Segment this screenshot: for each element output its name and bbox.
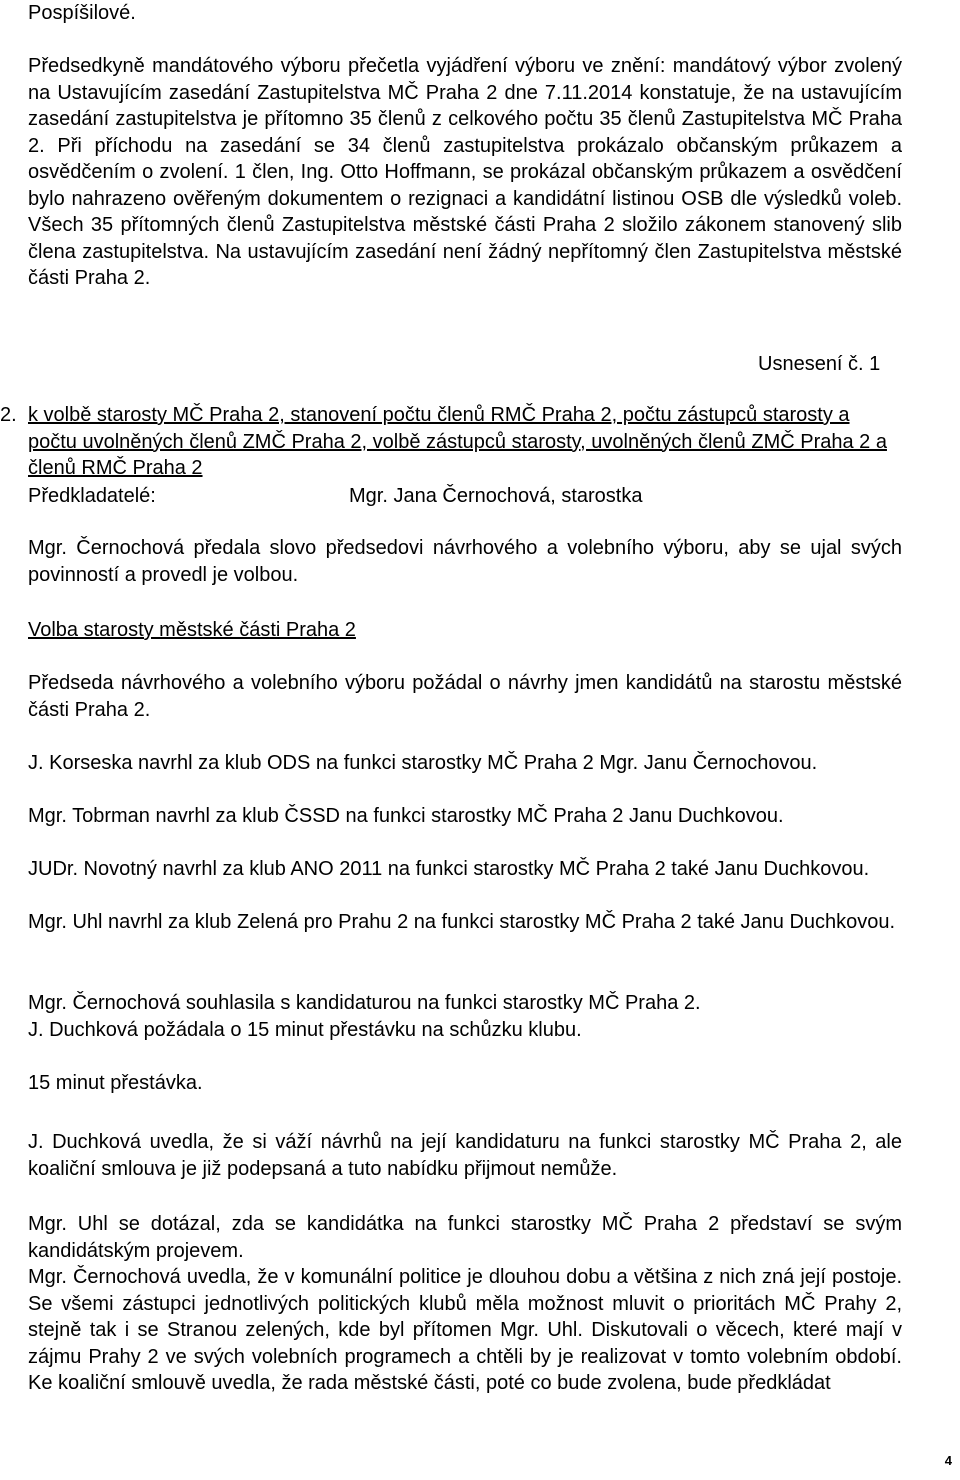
section-heading: Volba starosty městské části Praha 2	[28, 619, 356, 641]
break-request-paragraph: J. Duchková požádala o 15 minut přestávku na schůzku klubu.	[28, 1019, 582, 1041]
consent-paragraph: Mgr. Černochová souhlasila s kandidaturou na funkci starostky MČ Praha 2.	[28, 992, 701, 1014]
nomination-item: Mgr. Tobrman navrhl za klub ČSSD na funkci starostky MČ Praha 2 Janu Duchkovou.	[28, 805, 784, 827]
presenters-label: Předkladatelé:	[28, 485, 156, 507]
mandate-committee-paragraph: Předsedkyně mandátového výboru přečetla vyjádření výboru ve znění: mandátový výbor zvolený na Ustavujícím zasedání Zastupitelstva MČ Praha 2 dne 7.11.2014 konstatuje, že na ustavujícím zasedání zastupitelstva je přítomno 35 členů z celkového počtu 35 členů Zastupitelstva MČ Praha 2. Při příchodu na zasedání se 34 členů zastupitelstva prokázalo občanským průkazem a osvědčením o zvolení. 1 člen, Ing. Otto Hoffmann, se prokázal občanským průkazem a osvědčení bylo nahrazeno ověřeným dokumentem o rezignaci a kandidátní listinou OSB dle výsledků voleb. Všech 35 přítomných členů Zastupitelstva městské části Praha 2 složilo zákonem stanovený slib člena zastupitelstva. Na ustavujícím zasedání není žádný nepřítomný člen Zastupitelstva městské části Praha 2.	[28, 55, 902, 289]
handover-paragraph: Mgr. Černochová předala slovo předsedovi návrhového a volebního výboru, aby se ujal svých povinností a provedl je volbou.	[28, 537, 902, 586]
uhl-question-paragraph: Mgr. Uhl se dotázal, zda se kandidátka na funkci starostky MČ Praha 2 představí se svým kandidátským projevem.	[28, 1213, 902, 1262]
agenda-item-title: k volbě starosty MČ Praha 2, stanovení počtu členů RMČ Praha 2, počtu zástupců starosty a počtu uvolněných členů ZMČ Praha 2, volbě zástupců starosty, uvolněných členů ZMČ Praha 2 a členů RMČ Praha 2	[28, 404, 887, 479]
continuation-line: Pospíšilové.	[28, 2, 136, 24]
nomination-item: J. Korseska navrhl za klub ODS na funkci starostky MČ Praha 2 Mgr. Janu Černochovou.	[28, 752, 818, 774]
break-paragraph: 15 minut přestávka.	[28, 1072, 203, 1094]
cernochova-statement-paragraph: Mgr. Černochová uvedla, že v komunální politice je dlouhou dobu a většina z nich zná její postoje. Se všemi zástupci jednotlivých politických klubů měla možnost mluvit o prioritách MČ Prahy 2, stejně tak i se Stranou zelených, kde byl přítomen Mgr. Uhl. Diskutovali o věcech, které mají v zájmu Prahy 2 ve svých volebních programech a chtěli by je realizovat v tomto volebním období. Ke koaliční smlouvě uvedla, že rada městské části, poté co bude zvolena, bude předkládat	[28, 1266, 902, 1394]
nomination-item: JUDr. Novotný navrhl za klub ANO 2011 na funkci starostky MČ Praha 2 také Janu Duchkovou.	[28, 858, 870, 880]
page-number: 4	[944, 1453, 952, 1468]
resolution-number: Usnesení č. 1	[758, 353, 881, 375]
duchkova-statement-paragraph: J. Duchková uvedla, že si váží návrhů na její kandidaturu na funkci starostky MČ Praha 2, ale koaliční smlouva je již podepsaná a tuto nabídku přijmout nemůže.	[28, 1131, 902, 1180]
nomination-item: Mgr. Uhl navrhl za klub Zelená pro Prahu 2 na funkci starostky MČ Praha 2 také Janu Duchkovou.	[28, 911, 896, 933]
presenters-name: Mgr. Jana Černochová, starostka	[349, 485, 643, 507]
nomination-request-paragraph: Předseda návrhového a volebního výboru požádal o návrhy jmen kandidátů na starostu městské části Praha 2.	[28, 672, 902, 721]
presenters-line	[28, 483, 643, 510]
agenda-item-number: 2.	[0, 404, 17, 426]
